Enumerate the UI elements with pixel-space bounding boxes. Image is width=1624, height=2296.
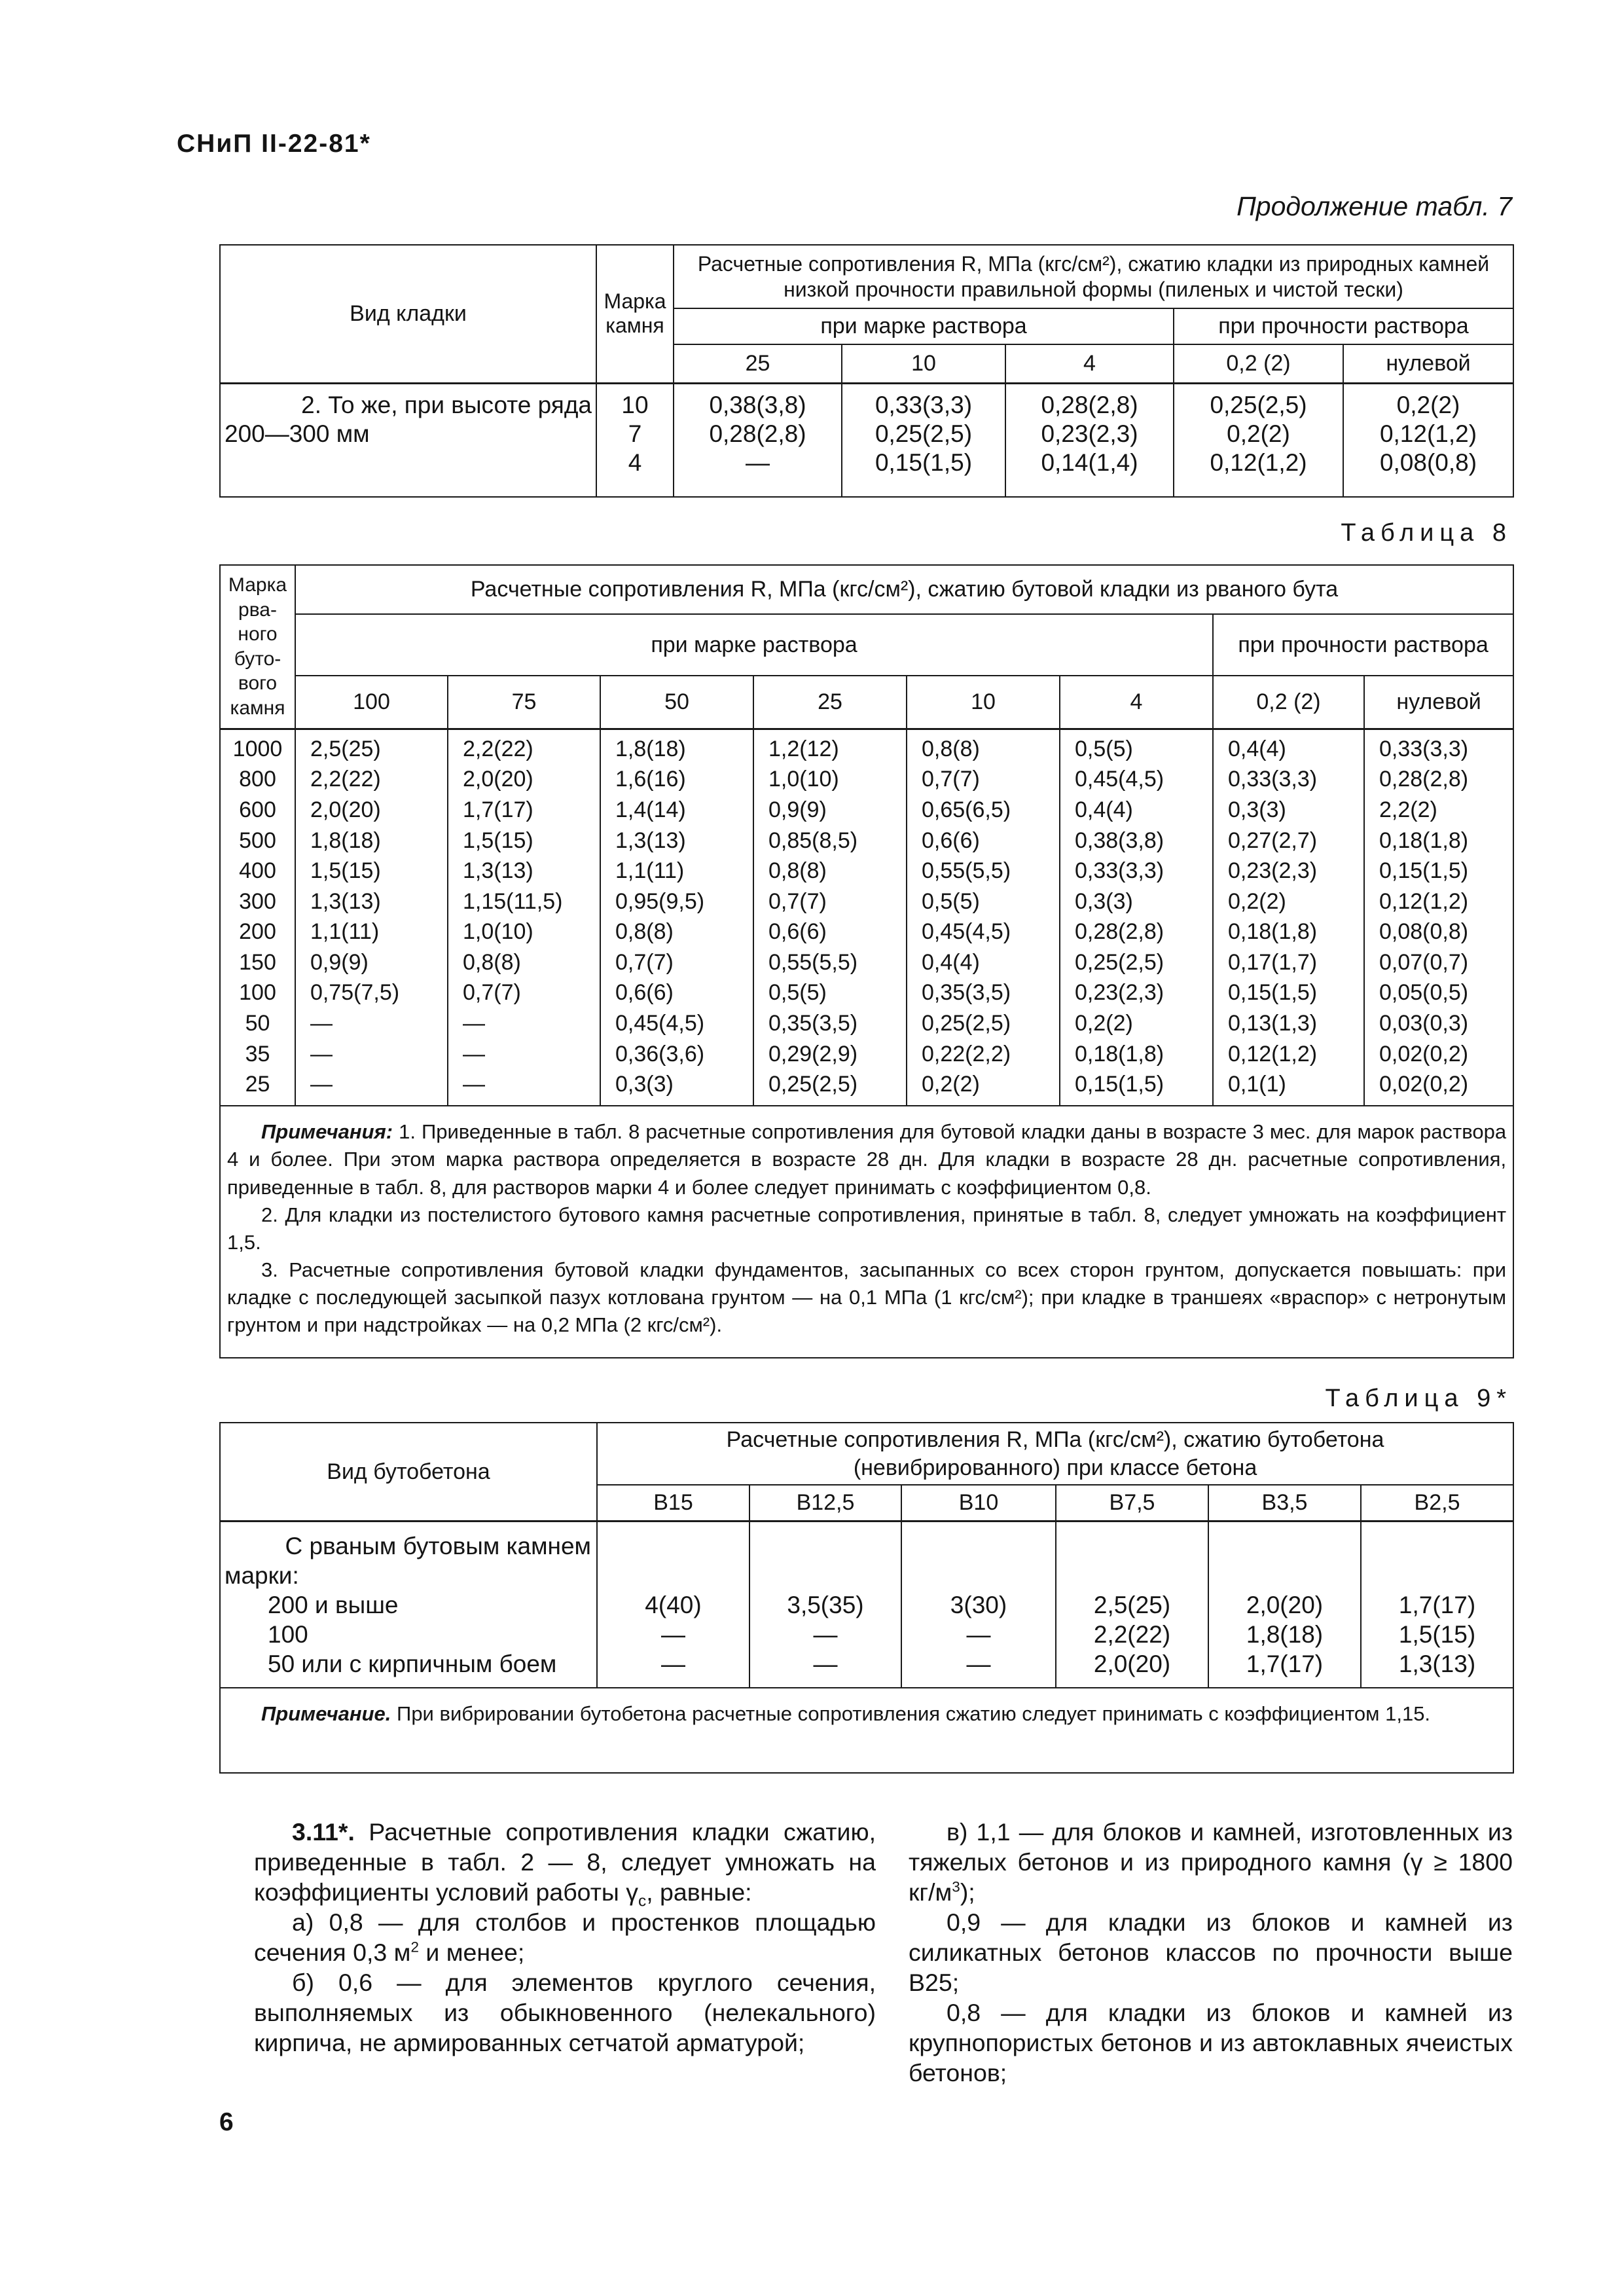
value-cell: 0,35(3,5) [753,1008,907,1039]
value-cell: 0,65(6,5) [907,795,1060,826]
subcol: нулевой [1364,676,1513,729]
subcol: 10 [842,344,1005,383]
value-cell: — [448,1039,600,1070]
value-cell: 0,3(3) [1060,886,1213,917]
brand-cell: 35 [220,1039,295,1070]
value-cell: 0,36(3,6) [600,1039,753,1070]
value: 2,0(20) [1246,1591,1324,1618]
row-label: 100 [268,1620,308,1648]
subcol: 4 [1005,344,1174,383]
subcol: 4 [1060,676,1213,729]
value-cell: 0,4(4) [907,947,1060,978]
value-cell: 0,55(5,5) [753,947,907,978]
section-text-right [909,1817,1513,2088]
table-row [220,795,1513,826]
row-labels [220,1521,597,1688]
table-row [220,764,1513,795]
table-row [220,826,1513,856]
value-cell: 1,0(10) [753,764,907,795]
value-cell: 0,25(2,5) [907,1008,1060,1039]
value-cell: 1,7(17) [448,795,600,826]
value: 1,7(17) [1246,1650,1324,1677]
value-cell: 0,3(3) [1213,795,1364,826]
subcol: 0,2 (2) [1174,344,1343,383]
value-cell: 0,15(1,5) [1213,978,1364,1009]
value-cell: 2,2(22) [295,764,448,795]
value: 0,08(0,8) [1379,448,1477,476]
value-cell [842,383,1005,497]
subcol: В7,5 [1056,1485,1208,1521]
value-cell: 0,07(0,7) [1364,947,1513,978]
row-title: С рваным бутовым камнем [285,1532,591,1559]
value-cell: 1,5(15) [295,856,448,886]
value: 1,3(13) [1398,1650,1476,1677]
value-cell: — [295,1039,448,1070]
value-cell: 0,2(2) [1213,886,1364,917]
value-cell: 0,25(2,5) [753,1069,907,1106]
value: 0,28(2,8) [709,420,806,447]
value-cell [1005,383,1174,497]
value-cell: 2,5(25) [295,729,448,764]
table-row [220,947,1513,978]
value-cell: 0,15(1,5) [1060,1069,1213,1106]
value-cell: 2,2(2) [1364,795,1513,826]
value: 0,28(2,8) [1041,391,1138,418]
value: 4(40) [645,1591,702,1618]
header-mortar-strength: при прочности раствора [1213,614,1513,676]
subcol: нулевой [1343,344,1513,383]
value-cell [597,1521,749,1688]
superscript: 2 [410,1939,419,1956]
gamma-subscript: c [638,1892,647,1910]
value-cell: 0,38(3,8) [1060,826,1213,856]
value-cell: 0,7(7) [448,978,600,1009]
subcol: В10 [901,1485,1056,1521]
value-cell: 0,33(3,3) [1213,764,1364,795]
value-cell [1174,383,1343,497]
value-cell: 1,3(13) [600,826,753,856]
item-c-end: ); [960,1878,975,1906]
value-cell: 0,2(2) [1060,1008,1213,1039]
value-cell: 0,95(9,5) [600,886,753,917]
item-c [909,1817,1513,1907]
value-cell: 0,05(0,5) [1364,978,1513,1009]
value-cell: 0,6(6) [907,826,1060,856]
table-8-caption: Таблица 8 [1341,519,1512,547]
value-cell: 0,18(1,8) [1364,826,1513,856]
value-cell: 1,4(14) [600,795,753,826]
header-vid-butobetona: Вид бутобетона [220,1423,597,1521]
value-cell: 0,13(1,3) [1213,1008,1364,1039]
value-cell: 0,23(2,3) [1213,856,1364,886]
value-cell [1343,383,1513,497]
value-cell [674,383,842,497]
value: 2,5(25) [1093,1591,1171,1618]
value-cell: 0,9(9) [295,947,448,978]
value-cell: 1,1(11) [600,856,753,886]
value-cell [901,1521,1056,1688]
value: — [746,448,770,476]
value-cell: 0,08(0,8) [1364,917,1513,947]
value-cell: 0,25(2,5) [1060,947,1213,978]
value-cell [1361,1521,1513,1688]
subcol: В12,5 [749,1485,901,1521]
brand-cell: 1000 [220,729,295,764]
note-1 [227,1118,1506,1201]
value: 3,5(35) [787,1591,864,1618]
value-cell: 0,12(1,2) [1364,886,1513,917]
brand-cell [596,383,674,497]
value-cell: 1,8(18) [295,826,448,856]
header-main: Расчетные сопротивления R, МПа (кгс/см²), сжатию кладки из природных камней низкой прочности правильной формы (пиленых и чистой тески) [674,245,1513,308]
header-mortar-grade: при марке раствора [674,308,1174,344]
value: 0,25(2,5) [1210,391,1307,418]
value-cell: 0,6(6) [600,978,753,1009]
subcol: 100 [295,676,448,729]
value-cell: 1,0(10) [448,917,600,947]
value: 0,14(1,4) [1041,448,1138,476]
value-cell: — [448,1069,600,1106]
value: — [966,1650,991,1677]
brand: 7 [628,420,642,447]
row-label-line: 2. То же, при высоте ряда [301,391,592,418]
subcol: 75 [448,676,600,729]
value-cell: 0,85(8,5) [753,826,907,856]
value-cell: — [295,1069,448,1106]
value-cell: 0,7(7) [907,764,1060,795]
value-cell: 0,7(7) [600,947,753,978]
value-cell: 1,8(18) [600,729,753,764]
value-cell: 0,29(2,9) [753,1039,907,1070]
row-title: марки: [225,1561,299,1589]
value: 1,8(18) [1246,1620,1324,1648]
document-code: СНиП II-22-81* [177,130,371,158]
header-mortar-strength: при прочности раствора [1174,308,1513,344]
value-cell: 1,15(11,5) [448,886,600,917]
value-cell [1056,1521,1208,1688]
value-cell: 2,2(22) [448,729,600,764]
value-cell: 1,3(13) [448,856,600,886]
item-a-text: а) 0,8 — для столбов и простенков площадью сечения 0,3 м [254,1908,876,1966]
brand-cell: 100 [220,978,295,1009]
subcol: 25 [753,676,907,729]
subcol: 25 [674,344,842,383]
value-cell: 0,18(1,8) [1060,1039,1213,1070]
brand: 10 [621,391,649,418]
brand-cell: 25 [220,1069,295,1106]
item-d: 0,9 — для кладки из блоков и камней из силикатных бетонов классов по прочности выше В25; [909,1908,1513,1996]
value: 1,7(17) [1398,1591,1476,1618]
item-a-end: и менее; [418,1939,525,1966]
table-row [220,856,1513,886]
value-cell: 1,2(12) [753,729,907,764]
value-cell: 0,33(3,3) [1060,856,1213,886]
table-9-note [220,1688,1513,1773]
table-row [220,1069,1513,1106]
page-number: 6 [219,2108,234,2136]
table-row [220,886,1513,917]
brand-cell: 600 [220,795,295,826]
header-main: Расчетные сопротивления R, МПа (кгс/см²), сжатию бутовой кладки из рваного бута [295,565,1513,614]
section-number: 3.11*. [292,1818,355,1846]
value: 0,12(1,2) [1210,448,1307,476]
value-cell: 0,9(9) [753,795,907,826]
section-intro [254,1817,876,1910]
value-cell: 2,0(20) [448,764,600,795]
value: 1,5(15) [1398,1620,1476,1648]
value-cell: 0,4(4) [1060,795,1213,826]
value-cell: 0,2(2) [907,1069,1060,1106]
subcol: В15 [597,1485,749,1521]
value: 2,0(20) [1093,1650,1171,1677]
value-cell: 1,6(16) [600,764,753,795]
value-cell: — [448,1008,600,1039]
value-cell: 0,12(1,2) [1213,1039,1364,1070]
value-cell: 0,8(8) [600,917,753,947]
value: — [813,1650,838,1677]
header-marka-kamnya: Марка рва-ного буто-вого камня [220,565,295,729]
value-cell: 0,45(4,5) [1060,764,1213,795]
value: 2,2(22) [1093,1620,1171,1648]
value-cell: 0,5(5) [907,886,1060,917]
item-c-text: в) 1,1 — для блоков и камней, изготовленных из тяжелых бетонов и из природного камня (γ ≥ 1800 кг/м [909,1818,1513,1906]
value: 0,2(2) [1396,391,1460,418]
table-8 [219,564,1514,1358]
brand-cell: 300 [220,886,295,917]
value: 0,25(2,5) [875,420,973,447]
value-cell: 0,27(2,7) [1213,826,1364,856]
value-cell: 0,28(2,8) [1364,764,1513,795]
note-3: 3. Расчетные сопротивления бутовой кладки фундаментов, засыпанных со всех сторон грунтом, допускается повышать: при кладке с последующей засыпкой пазух котлована грунтом — на 0,1 МПа (1 кгс/см²); при кладке в траншеях «враспор» с нетронутым грунтом и при надстройках — на 0,2 МПа (2 кгс/см²). [227,1258,1507,1337]
row-label: 50 или с кирпичным боем [268,1650,557,1677]
value-cell: — [295,1008,448,1039]
value-cell: 2,0(20) [295,795,448,826]
item-b: б) 0,6 — для элементов круглого сечения, выполняемых из обыкновенного (нелекального) кирпича, не армированных сетчатой арматурой; [254,1969,876,2056]
note-2: 2. Для кладки из постелистого бутового камня расчетные сопротивления, принятые в табл. 8, следует умножать на коэффициент 1,5. [227,1203,1507,1254]
value-cell: 0,75(7,5) [295,978,448,1009]
brand-cell: 50 [220,1008,295,1039]
value-cell: 0,02(0,2) [1364,1039,1513,1070]
table-row [220,729,1513,764]
value-cell: 0,8(8) [907,729,1060,764]
value-cell: 0,5(5) [753,978,907,1009]
value-cell [1208,1521,1361,1688]
row-label-line: 200—300 мм [225,420,370,447]
value-cell [749,1521,901,1688]
value-cell: 1,1(11) [295,917,448,947]
note-text: При вибрировании бутобетона расчетные сопротивления сжатию следует принимать с коэффициентом 1,15. [397,1702,1431,1725]
table-8-notes [220,1106,1513,1358]
note-label: Примечание. [261,1702,391,1725]
value-cell: 0,4(4) [1213,729,1364,764]
value-cell: 0,45(4,5) [907,917,1060,947]
table-9 [219,1422,1514,1774]
brand-cell: 500 [220,826,295,856]
value: 0,12(1,2) [1379,420,1477,447]
value-cell: 0,15(1,5) [1364,856,1513,886]
superscript: 3 [952,1878,960,1895]
table-9-caption: Таблица 9* [1325,1385,1512,1412]
section-text-left [254,1817,876,2058]
note [227,1700,1506,1728]
header-mortar-grade: при марке раствора [295,614,1213,676]
value-cell: 0,5(5) [1060,729,1213,764]
table-row [220,917,1513,947]
value-cell: 0,1(1) [1213,1069,1364,1106]
table-row [220,978,1513,1009]
intro-text: Расчетные сопротивления кладки сжатию, приведенные в табл. 2 — 8, следует умножать на коэффициенты условий работы γ [254,1818,876,1906]
value: — [966,1620,991,1648]
row-label: 200 и выше [268,1591,399,1618]
subcol: В2,5 [1361,1485,1513,1521]
value-cell: 1,3(13) [295,886,448,917]
value-cell: 0,03(0,3) [1364,1008,1513,1039]
brand-cell: 200 [220,917,295,947]
subcol: 0,2 (2) [1213,676,1364,729]
value-cell: 0,3(3) [600,1069,753,1106]
subcol: 10 [907,676,1060,729]
brand-cell: 150 [220,947,295,978]
row-label [220,383,596,497]
subcol: 50 [600,676,753,729]
brand-cell: 400 [220,856,295,886]
table-row [220,1008,1513,1039]
value: — [813,1620,838,1648]
value: 0,33(3,3) [875,391,973,418]
table-row [220,1039,1513,1070]
header-main: Расчетные сопротивления R, МПа (кгс/см²), сжатию бутобетона (невибрированного) при классе бетона [597,1423,1513,1485]
value-cell: 0,22(2,2) [907,1039,1060,1070]
value: 0,23(2,3) [1041,420,1138,447]
value-cell: 0,18(1,8) [1213,917,1364,947]
table-7 [219,244,1514,498]
value-cell: 0,02(0,2) [1364,1069,1513,1106]
value-cell: 0,7(7) [753,886,907,917]
item-e: 0,8 — для кладки из блоков и камней из крупнопористых бетонов и из автоклавных ячеистых бетонов; [909,1999,1513,2086]
value-cell: 0,8(8) [753,856,907,886]
brand: 4 [628,448,642,476]
notes-label: Примечания: [261,1120,393,1144]
item-a [254,1907,876,1967]
value: 0,2(2) [1227,420,1290,447]
value-cell: 1,5(15) [448,826,600,856]
value-cell: 0,55(5,5) [907,856,1060,886]
value-cell: 0,6(6) [753,917,907,947]
intro-end: , равные: [646,1878,752,1906]
header-vid-kladki: Вид кладки [220,245,596,383]
value: — [661,1650,685,1677]
subcol: В3,5 [1208,1485,1361,1521]
value-cell: 0,23(2,3) [1060,978,1213,1009]
value-cell: 0,35(3,5) [907,978,1060,1009]
note-text: 1. Приведенные в табл. 8 расчетные сопротивления для бутовой кладки даны в возрасте 3 мес. для марок раствора 4 и более. При этом марка раствора определяется в возрасте 28 дн. Для кладки в возрасте 28 дн. расчетные сопротивления, приведенные в табл. 8, для растворов марки 4 и более следует принимать с коэффициентом 0,8. [227,1120,1507,1199]
value: — [661,1620,685,1648]
value-cell: 0,17(1,7) [1213,947,1364,978]
brand-cell: 800 [220,764,295,795]
value-cell: 0,8(8) [448,947,600,978]
table-continuation-caption: Продолжение табл. 7 [1236,191,1512,221]
value: 0,38(3,8) [709,391,806,418]
value: 3(30) [950,1591,1007,1618]
value: 0,15(1,5) [875,448,973,476]
value-cell: 0,33(3,3) [1364,729,1513,764]
value-cell: 0,45(4,5) [600,1008,753,1039]
value-cell: 0,28(2,8) [1060,917,1213,947]
header-marka-kamnya: Марка камня [596,245,674,383]
